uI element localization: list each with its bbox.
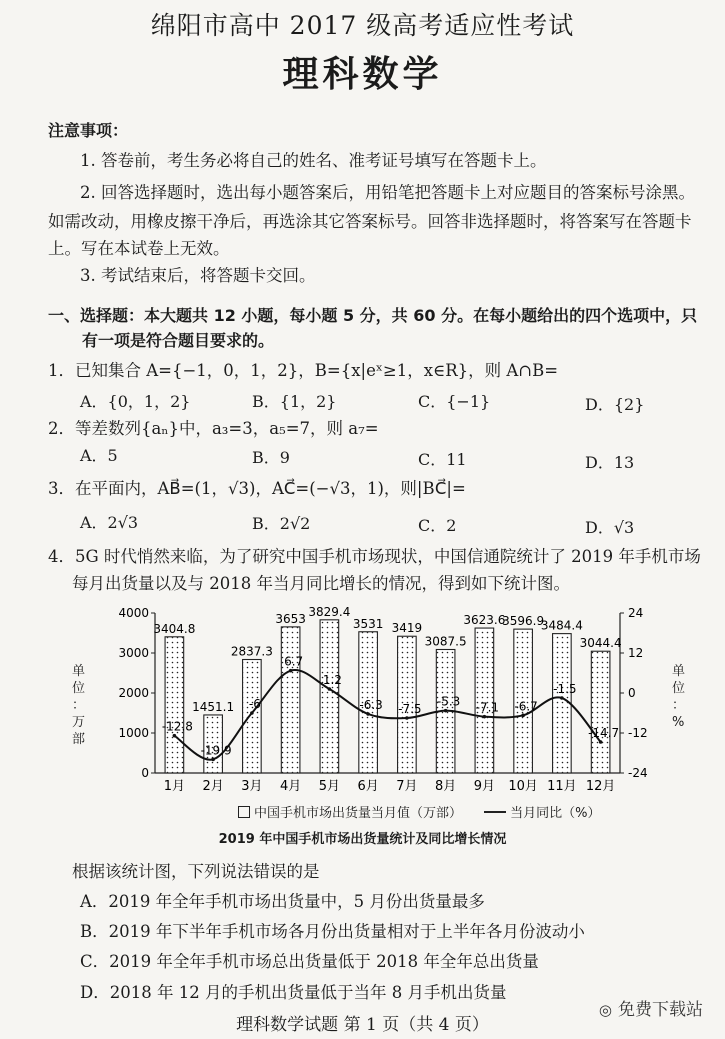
- y2-tick-label: 24: [628, 606, 644, 620]
- q1-option-b: B．{1，2}: [252, 392, 337, 411]
- y-tick-label: 4000: [118, 606, 149, 620]
- question-1-stem: 1．已知集合 A={−1，0，1，2}，B={x|eˣ≥1，x∈R}，则 A∩B=: [48, 361, 559, 380]
- notice-line: 如需改动，用橡皮擦干净后，再选涂其它答案标号。回答非选择题时，将答案写在答题卡: [48, 212, 692, 231]
- growth-point: [483, 715, 487, 719]
- ylabel-char: 单: [72, 664, 86, 679]
- wechat-icon: ◎: [598, 1001, 612, 1019]
- growth-point: [173, 734, 177, 738]
- right-axis-label: [672, 663, 686, 731]
- growth-value-label: -19.9: [200, 743, 232, 758]
- bar-value-label: 3653: [275, 611, 306, 626]
- q3-option-b: B．2√2: [252, 514, 311, 533]
- notice-line: 3. 考试结束后，将答题卡交回。: [80, 266, 316, 285]
- q1-option-d: D．{2}: [585, 395, 645, 414]
- bar-value-label: 3044.4: [579, 636, 622, 651]
- growth-point: [405, 716, 409, 720]
- growth-point: [289, 669, 293, 673]
- bar-value-label: 3419: [391, 621, 423, 636]
- bar-legend-swatch: [238, 806, 250, 818]
- growth-point: [250, 711, 254, 715]
- y2-tick-label: -24: [628, 766, 648, 780]
- y-tick-label: 0: [141, 766, 149, 780]
- q1-option-c: C．{−1}: [418, 392, 491, 411]
- question-4-after: 根据该统计图，下列说法错误的是: [72, 862, 320, 881]
- notice-line: 上。写在本试卷上无效。: [48, 239, 230, 258]
- q4-option-d: D．2018 年 12 月的手机出货量低于当年 8 月手机出货量: [80, 983, 507, 1002]
- growth-value-label: 6.7: [284, 654, 304, 669]
- bar: [320, 620, 339, 773]
- bar: [243, 660, 262, 773]
- page-footer: 理科数学试题 第 1 页（共 4 页）: [236, 1015, 489, 1035]
- y-tick-label: 3000: [118, 646, 149, 660]
- line-legend-label: 当月同比（%）: [510, 806, 601, 821]
- growth-value-label: -12.8: [161, 719, 193, 734]
- y2label-char: 位: [672, 681, 686, 696]
- q1-option-a: A．{0，1，2}: [80, 392, 191, 411]
- x-tick-label: 12月: [585, 779, 616, 794]
- notice-line: 1. 答卷前，考生务必将自己的姓名、准考证号填写在答题卡上。: [80, 151, 547, 170]
- x-tick-label: 10月: [508, 779, 538, 794]
- bar-value-label: 3531: [352, 616, 384, 631]
- q4-option-a: A．2019 年全年手机市场出货量中，5 月份出货量最多: [80, 892, 485, 911]
- chart-title: 2019 年中国手机市场出货量统计及同比增长情况: [218, 832, 507, 847]
- x-tick-label: 4月: [279, 779, 302, 794]
- growth-point: [560, 696, 564, 700]
- bar-legend-label: 中国手机市场出货量当月值（万部）: [254, 806, 463, 821]
- question-4-stem: 4．5G 时代悄然来临，为了研究中国手机市场现状，中国信通院统计了 2019 年手机市场: [48, 547, 701, 566]
- question-3-stem: 3．在平面内，AB⃗=(1，√3)，AC⃗=(−√3，1)，则|BC⃗|=: [48, 479, 466, 498]
- ylabel-char: 位: [72, 681, 86, 696]
- section-heading: 一、选择题：本大题共 12 小题，每小题 5 分，共 60 分。在每小题给出的四个选项中，只: [48, 306, 698, 325]
- growth-value-label: -5.3: [436, 694, 461, 709]
- bar-value-label: 1451.1: [192, 699, 235, 714]
- bar-value-label: 3404.8: [153, 621, 196, 636]
- growth-value-label: -6.3: [359, 698, 383, 712]
- shipment-chart: [90, 600, 690, 828]
- growth-value-label: -7.1: [475, 700, 500, 715]
- growth-point: [328, 687, 332, 691]
- x-tick-label: 1月: [163, 779, 186, 794]
- q3-option-d: D．√3: [585, 518, 635, 537]
- growth-point: [444, 709, 448, 713]
- growth-value-label: -1.5: [553, 682, 577, 696]
- x-tick-label: 7月: [396, 779, 418, 794]
- y2label-char: ：: [672, 698, 686, 713]
- growth-point: [521, 714, 525, 718]
- q3-option-c: C．2: [418, 516, 457, 535]
- question-2-stem: 2．等差数列{aₙ}中，a₃=3，a₅=7，则 a₇=: [48, 419, 379, 438]
- bar-value-label: 3829.4: [308, 604, 351, 619]
- bar-value-label: 3596.9: [502, 614, 545, 629]
- x-tick-label: 9月: [473, 779, 496, 794]
- left-axis-label: [72, 663, 86, 748]
- y2label-char: %: [672, 715, 685, 730]
- chart-legend: [238, 802, 601, 821]
- x-tick-label: 2月: [202, 779, 224, 794]
- watermark-text: 免费下载站: [618, 1000, 703, 1020]
- growth-point: [366, 712, 370, 716]
- bar: [591, 651, 610, 773]
- x-tick-label: 8月: [434, 779, 457, 794]
- growth-value-label: -6: [248, 697, 261, 711]
- notice-line: 2. 回答选择题时，选出每小题答案后，用铅笔把答题卡上对应题目的答案标号涂黑。: [80, 183, 695, 202]
- ylabel-char: 万: [72, 715, 86, 730]
- q2-option-c: C．11: [418, 450, 467, 469]
- y-tick-label: 2000: [118, 686, 149, 700]
- y2-tick-label: 0: [628, 686, 636, 700]
- growth-line: [174, 670, 600, 760]
- y2label-char: 单: [672, 664, 686, 679]
- x-tick-label: 5月: [318, 779, 341, 794]
- bar-value-label: 2837.3: [230, 644, 273, 659]
- question-4-stem-cont: 每月出货量以及与 2018 年当月同比增长的情况，得到如下统计图。: [72, 574, 570, 593]
- section-heading-cont: 有一项是符合题目要求的。: [82, 331, 275, 350]
- growth-value-label: -7.5: [398, 702, 422, 716]
- growth-value-label: 1.2: [322, 673, 342, 687]
- q2-option-b: B．9: [252, 448, 290, 467]
- ylabel-char: ：: [72, 698, 86, 713]
- q2-option-d: D．13: [585, 453, 635, 472]
- bar-value-label: 3484.4: [540, 618, 583, 633]
- x-tick-label: 11月: [547, 779, 577, 794]
- y2-tick-label: 12: [628, 646, 644, 660]
- ylabel-char: 部: [72, 732, 86, 747]
- x-tick-label: 3月: [241, 779, 263, 794]
- growth-point: [211, 758, 215, 762]
- x-tick-label: 6月: [357, 779, 379, 794]
- growth-value-label: -14.7: [588, 726, 620, 740]
- subject-title: 理科数学: [282, 53, 443, 95]
- y-tick-label: 1000: [118, 726, 149, 740]
- q4-option-c: C．2019 年全年手机市场总出货量低于 2018 年全年总出货量: [80, 952, 539, 971]
- bar: [281, 627, 300, 773]
- bar-value-label: 3087.5: [424, 634, 467, 649]
- bar: [553, 634, 572, 773]
- bar: [165, 637, 184, 773]
- growth-value-label: -6.7: [514, 699, 538, 714]
- line-legend-marker: [484, 811, 506, 813]
- q2-option-a: A．5: [80, 446, 118, 465]
- y2-tick-label: -12: [628, 726, 648, 740]
- growth-point: [599, 740, 603, 744]
- q4-option-b: B．2019 年下半年手机市场各月份出货量相对于上半年各月份波动小: [80, 922, 585, 941]
- notice-heading: 注意事项：: [48, 121, 129, 140]
- bar-value-label: 3623.6: [463, 613, 506, 628]
- q3-option-a: A．2√3: [80, 513, 139, 532]
- exam-title: 绵阳市高中 2017 级高考适应性考试: [150, 11, 575, 40]
